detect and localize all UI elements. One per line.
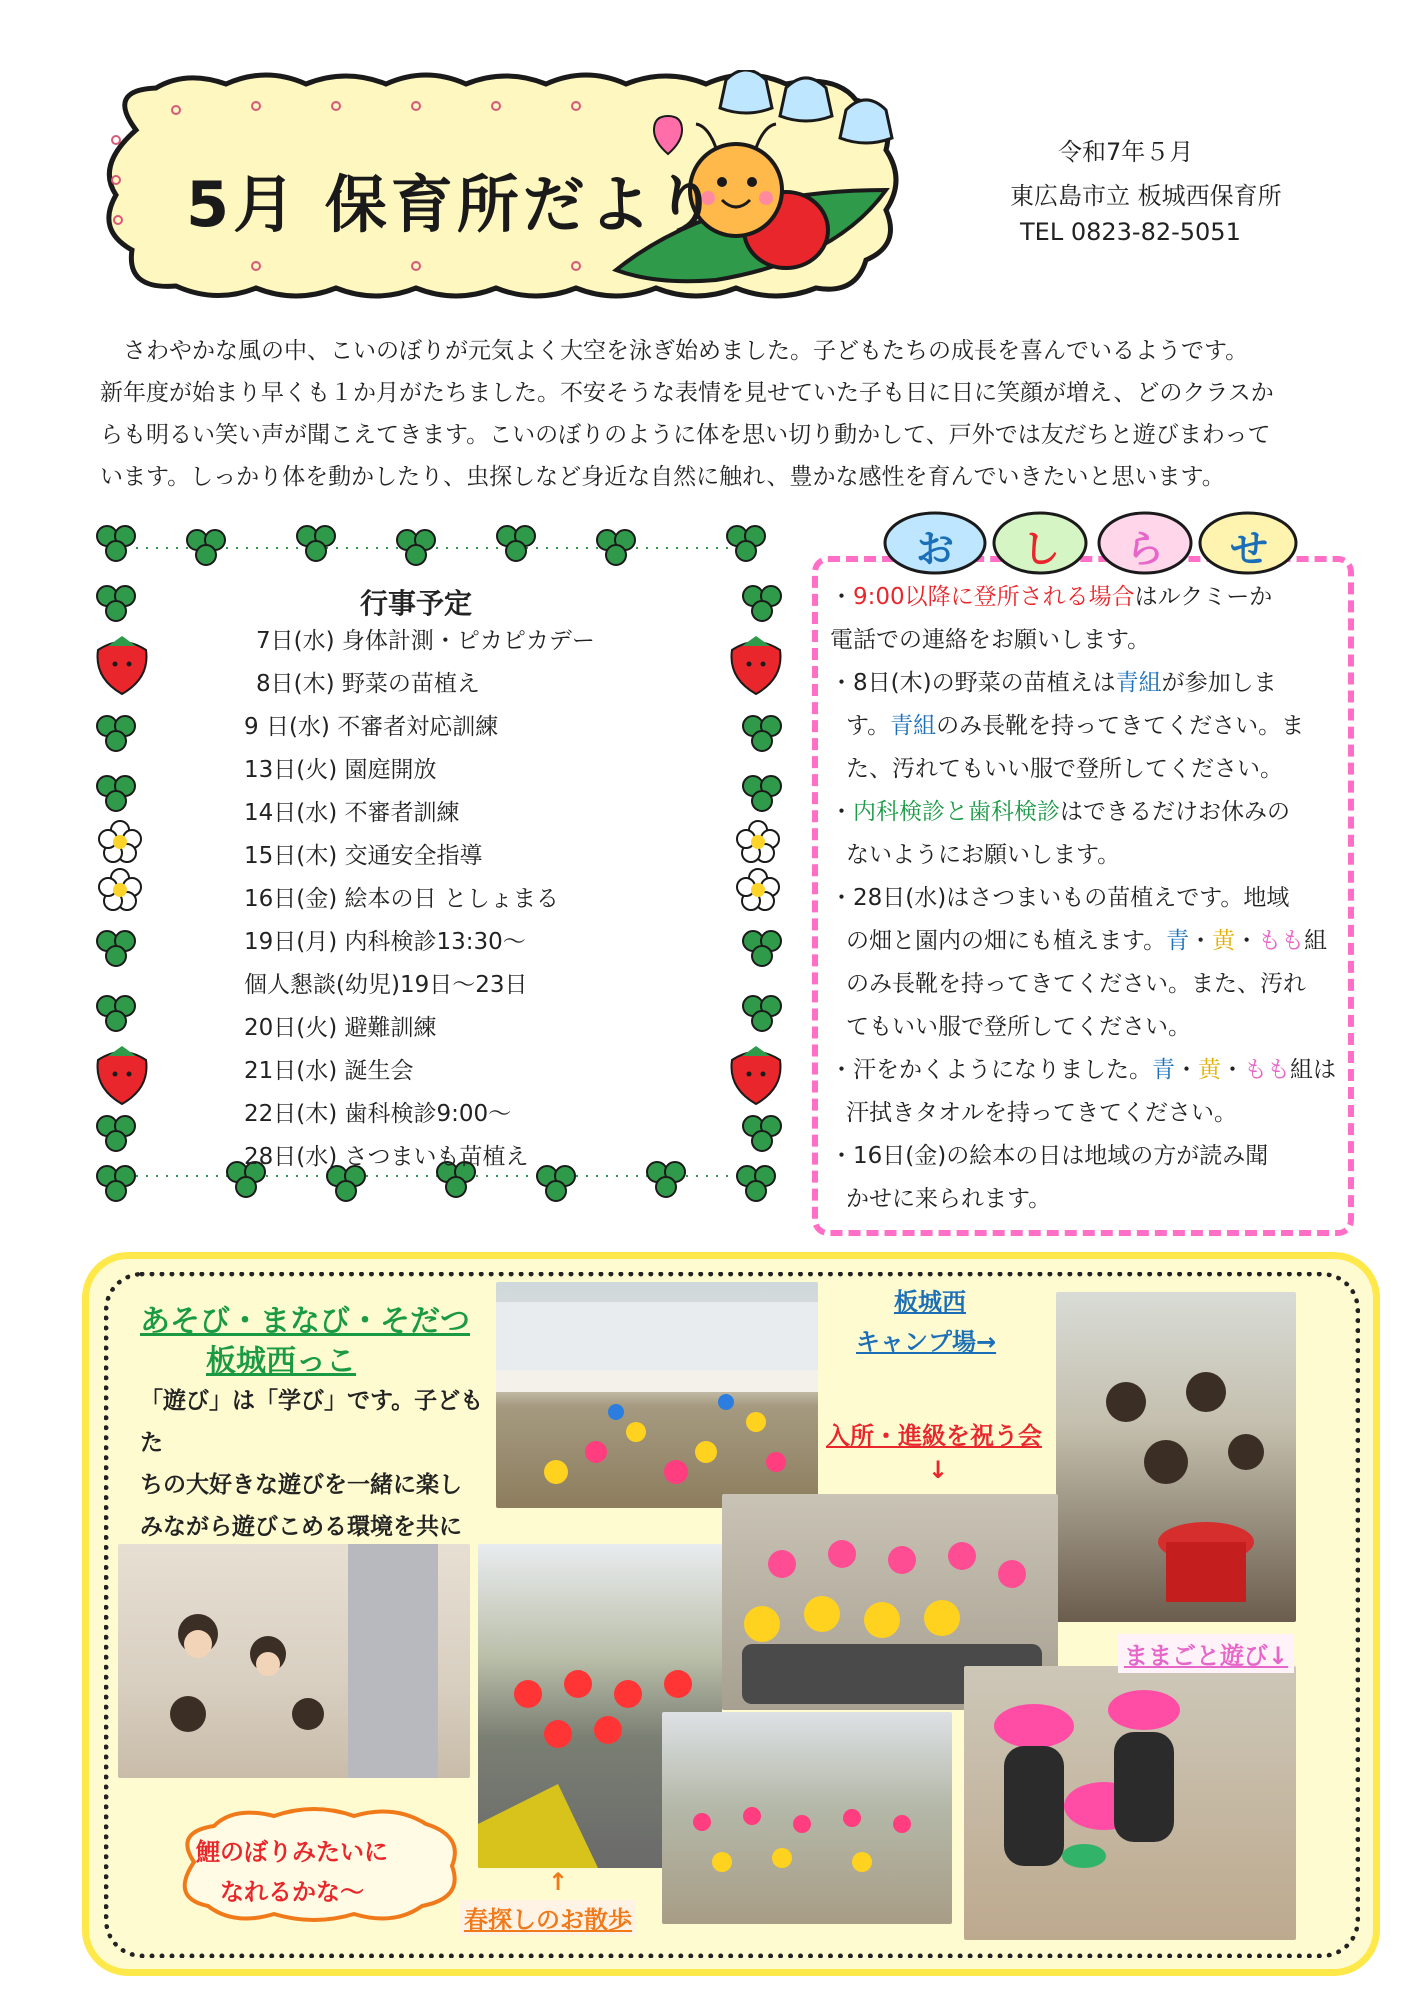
notice-heading-char: せ (1230, 527, 1269, 571)
schedule-item: 個人懇談(幼児)19日～23日 (244, 972, 528, 998)
caption-koinobori-line1: 鯉のぼりみたいに (196, 1838, 388, 1866)
schedule-item: 15日(木) 交通安全指導 (244, 843, 483, 869)
notice-highlight: 内科検診と歯科検診 (853, 799, 1060, 825)
intro-line: らも明るい笑い声が聞こえてきます。こいのぼりのように体を思い切り動かして、戸外では友だちと遊びまわって (100, 422, 1271, 448)
notice-item: ・9:00以降に登所される場合はルクミーか (830, 584, 1273, 610)
notice-heading-char: お (916, 527, 955, 571)
notice-highlight: 黄 (1198, 1057, 1221, 1083)
caption-walk-arrow: ↑ (548, 1868, 569, 1896)
notice-highlight: 青組 (1115, 670, 1162, 696)
notice-item-cont: の畑と園内の畑にも植えます。青・黄・もも組 (846, 928, 1328, 954)
caption-spring-walk: 春探しのお散歩 (460, 1900, 636, 1935)
notice-item: ・16日(金)の絵本の日は地域の方が読み聞 (830, 1143, 1269, 1169)
notice-heading-char: ら (1126, 527, 1165, 571)
notice-item-cont: ないようにお願いします。 (846, 842, 1121, 868)
notice-text-run: のみ長靴を持ってきてください。ま (936, 713, 1305, 739)
notice-highlight: 青組 (890, 713, 937, 739)
photo-mamagoto-figures (1056, 1292, 1296, 1622)
schedule-item: 9 日(水) 不審者対応訓練 (244, 714, 499, 740)
schedule-item: 16日(金) 絵本の日 としょまる (244, 886, 559, 912)
intro-line: さわやかな風の中、こいのぼりが元気よく大空を泳ぎ始めました。子どもたちの成長を喜んでいるようです。 (100, 338, 1249, 364)
schedule-title: 行事予定 (360, 587, 473, 620)
notice-item: ・内科検診と歯科検診はできるだけお休みの (830, 799, 1290, 825)
notice-text-run: 組 (1304, 928, 1328, 954)
notice-heading (880, 508, 1300, 578)
photo-playground-camp-figures (496, 1282, 818, 1508)
notice-text-run: が参加しま (1161, 670, 1277, 696)
activities-title: あそび・まなび・そだつ (140, 1304, 470, 1339)
caption-ceremony: 入所・進級を祝う会 (826, 1422, 1042, 1450)
schedule-item: 19日(月) 内科検診13:30～ (244, 929, 526, 955)
notice-item-cont: 電話での連絡をお願いします。 (830, 627, 1151, 653)
photo-sandbox (964, 1666, 1296, 1940)
photo-koinobori-figures (118, 1544, 470, 1778)
notice-text-run: 汗をかくようになりました。 (853, 1057, 1152, 1083)
notice-text-run: はできるだけお休みの (1060, 799, 1290, 825)
intro-line: 新年度が始まり早くも１か月がたちました。不安そうな表情を見せていた子も日に日に笑顔が増え、どのクラスか (100, 380, 1274, 406)
caption-camp-line1: 板城西 (894, 1288, 966, 1316)
notice-item-cont: かせに来られます。 (846, 1186, 1052, 1212)
caption-ceremony-arrow: ↓ (928, 1456, 949, 1484)
notice-highlight: 青 (1152, 1057, 1175, 1083)
notice-item-cont: 汗拭きタオルを持ってきてください。 (846, 1100, 1237, 1126)
activities-text-line: 「遊び」は「学び」です。子どもた (140, 1388, 484, 1456)
notice-highlight: 青 (1166, 928, 1190, 954)
issue-date: 令和7年５月 (1058, 138, 1194, 166)
intro-line: います。しっかり体を動かしたり、虫探しなど身近な自然に触れ、豊かな感性を育んでいきたいと思います。 (100, 464, 1225, 490)
photo-sandbox-figures (964, 1666, 1296, 1940)
notice-heading-char: し (1022, 527, 1061, 571)
schedule-item: 7日(水) 身体計測・ピカピカデー (256, 628, 595, 654)
telephone: TEL 0823-82-5051 (1020, 218, 1241, 246)
schedule-item: 21日(水) 誕生会 (244, 1058, 414, 1084)
schedule-item: 14日(水) 不審者訓練 (244, 800, 460, 826)
notice-item: ・28日(水)はさつまいもの苗植えです。地域 (830, 885, 1290, 911)
schedule-item: 13日(火) 園庭開放 (244, 757, 437, 783)
notice-text (830, 576, 1340, 1221)
photo-mamagoto (1056, 1292, 1296, 1622)
photo-spring-walk-park-figures (662, 1712, 952, 1924)
organization-name: 東広島市立 板城西保育所 (1010, 182, 1282, 210)
photo-koinobori-indoor (118, 1544, 470, 1778)
schedule-list (244, 620, 595, 1179)
notice-highlight: 黄 (1212, 928, 1236, 954)
notice-item: ・8日(木)の野菜の苗植えは青組が参加しま (830, 670, 1277, 696)
schedule-item: 28日(水) さつまいも苗植え (244, 1144, 529, 1170)
notice-text-run: 組は (1290, 1057, 1336, 1083)
caption-mamagoto: ままごと遊び↓ (1118, 1634, 1294, 1673)
photo-spring-walk-park (662, 1712, 952, 1924)
intro-paragraph (100, 330, 1340, 498)
notice-highlight: 9:00以降に登所される場合 (853, 584, 1135, 610)
notice-text-run: はルクミーか (1134, 584, 1273, 610)
notice-text-run: 8日(木)の野菜の苗植えは (853, 670, 1116, 696)
activities-text-line: みながら遊びこめる環境を共に (140, 1514, 462, 1540)
caption-camp-line2: キャンプ場→ (856, 1328, 997, 1356)
notice-text-run: す。 (846, 713, 891, 739)
schedule-item: 22日(木) 歯科検診9:00～ (244, 1101, 512, 1127)
activities-text-line: ちの大好きな遊びを一緒に楽し (140, 1472, 462, 1498)
schedule-item: 20日(火) 避難訓練 (244, 1015, 437, 1041)
schedule-item: 8日(木) 野菜の苗植え (256, 671, 480, 697)
notice-item-cont: のみ長靴を持ってきてください。また、汚れ (846, 971, 1306, 997)
notice-highlight: もも (1244, 1057, 1290, 1083)
notice-item-cont (830, 705, 1340, 748)
notice-text-run: 16日(金)の絵本の日は地域の方が読み聞 (853, 1143, 1269, 1169)
activities-subtitle: 板城西っこ (206, 1344, 356, 1379)
notice-item: ・汗をかくようになりました。青・黄・もも組は (830, 1057, 1336, 1083)
photo-playground-camp (496, 1282, 818, 1508)
notice-item-cont: た、汚れてもいい服で登所してください。 (846, 756, 1283, 782)
notice-text-run: 28日(水)はさつまいもの苗植えです。地域 (853, 885, 1290, 911)
notice-item-cont: てもいい服で登所してください。 (846, 1014, 1191, 1040)
caption-koinobori-line2: なれるかな～ (220, 1878, 364, 1906)
notice-highlight: もも (1258, 928, 1305, 954)
page-title: 5月 保育所だより (186, 168, 721, 241)
notice-text-run: の畑と園内の畑にも植えます。 (846, 928, 1167, 954)
